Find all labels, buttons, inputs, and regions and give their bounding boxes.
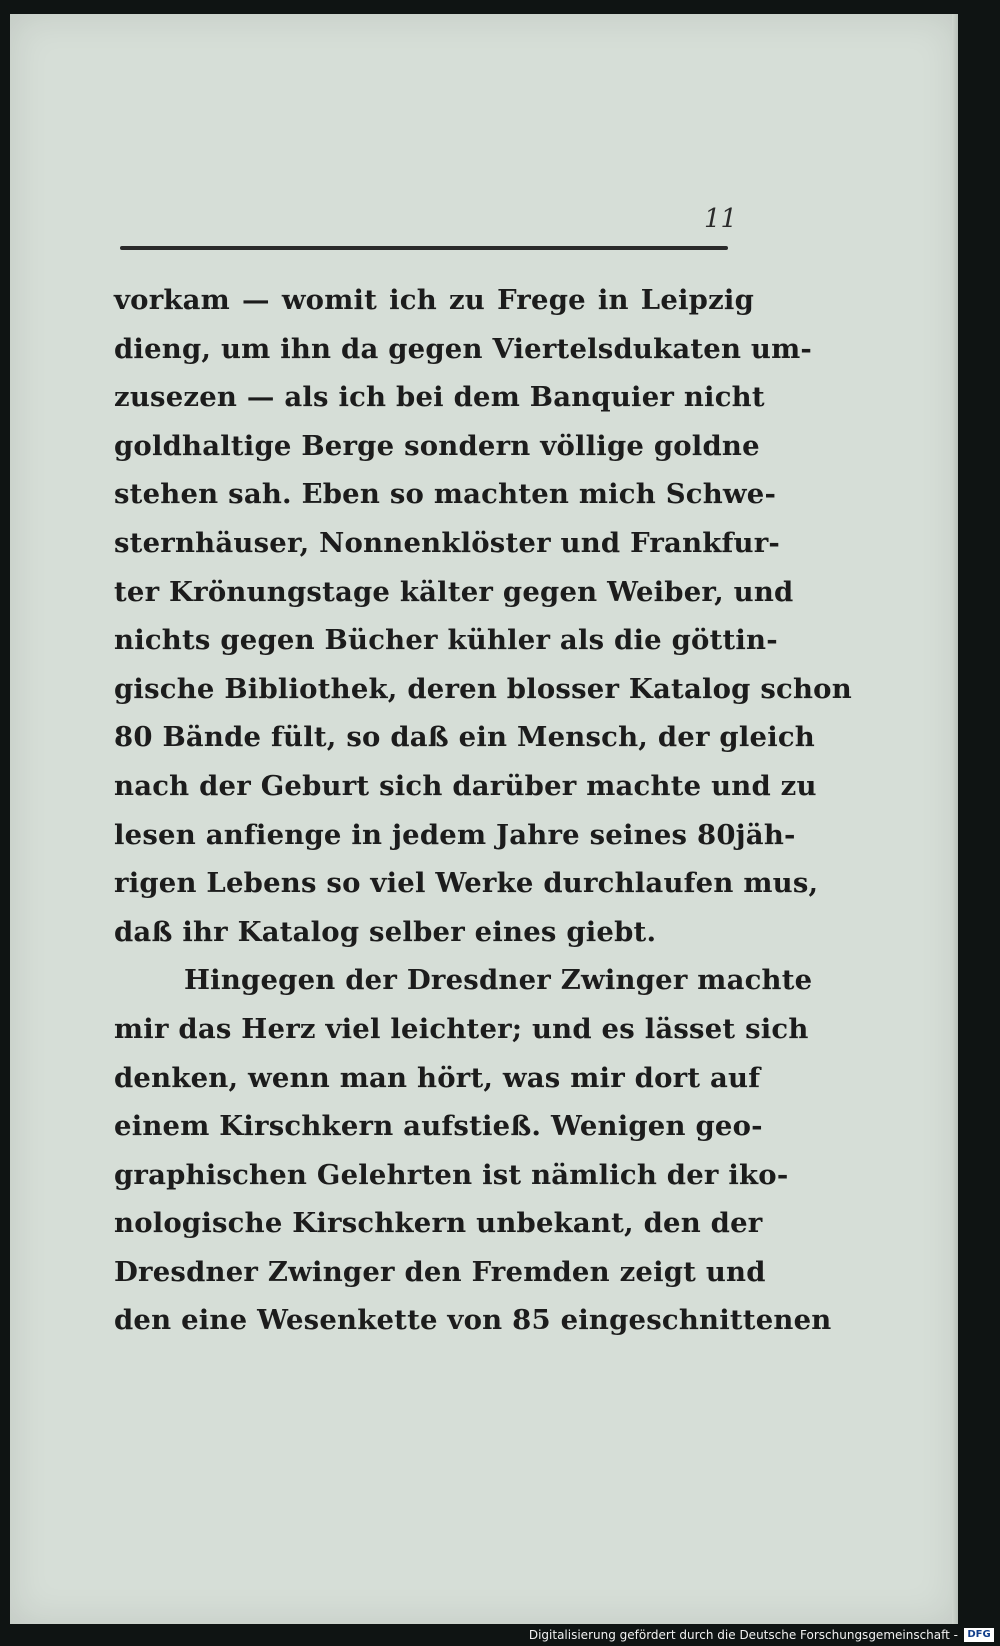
- text-line: Dresdner Zwinger den Fremden zeigt und: [114, 1255, 766, 1288]
- text-line: nach der Geburt sich darüber machte und zu: [114, 769, 817, 802]
- book-page: [10, 14, 958, 1624]
- header-rule: [120, 246, 728, 250]
- text-line: dieng, um ihn da gegen Viertelsdukaten um-: [114, 332, 813, 365]
- text-line: gische Bibliothek, deren blosser Katalog schon: [114, 672, 852, 705]
- text-line: goldhaltige Berge sondern völlige goldne: [114, 429, 760, 462]
- text-line: daß ihr Katalog selber eines giebt.: [114, 915, 657, 948]
- text-line: einem Kirschkern aufstieß. Wenigen geo-: [114, 1110, 763, 1143]
- text-line: den eine Wesenkette von 85 eingeschnittenen: [114, 1304, 832, 1337]
- text-line: mir das Herz viel leichter; und es lässet sich: [114, 1012, 809, 1045]
- text-line: nologische Kirschkern unbekant, den der: [114, 1207, 763, 1240]
- digitization-footer: [0, 1624, 1000, 1646]
- body-text: [114, 276, 852, 1345]
- text-line: graphischen Gelehrten ist nämlich der iko-: [114, 1158, 789, 1191]
- paragraph-start-line: Hingegen der Dresdner Zwinger machte: [184, 964, 813, 997]
- funding-credit: Digitalisierung gefördert durch die Deutsche Forschungsgemeinschaft -: [528, 1628, 958, 1642]
- text-line: sternhäuser, Nonnenklöster und Frankfur-: [114, 526, 781, 559]
- text-line: stehen sah. Eben so machten mich Schwe-: [114, 478, 777, 511]
- text-line: nichts gegen Bücher kühler als die göttin-: [114, 624, 778, 657]
- text-line: rigen Lebens so viel Werke durchlaufen mus,: [114, 867, 819, 900]
- text-line: vorkam — womit ich zu Frege in Leipzig: [114, 284, 754, 316]
- text-line: denken, wenn man hört, was mir dort auf: [114, 1061, 761, 1094]
- page-edge: [952, 14, 958, 1624]
- text-line: lesen anfienge in jedem Jahre seines 80jäh-: [114, 818, 796, 851]
- page-number: 11: [704, 204, 738, 234]
- text-line: ter Krönungstage kälter gegen Weiber, und: [114, 575, 794, 608]
- text-line: 80 Bände fült, so daß ein Mensch, der gleich: [114, 721, 815, 754]
- dfg-logo: DFG: [964, 1628, 994, 1642]
- text-line: zusezen — als ich bei dem Banquier nicht: [114, 381, 765, 414]
